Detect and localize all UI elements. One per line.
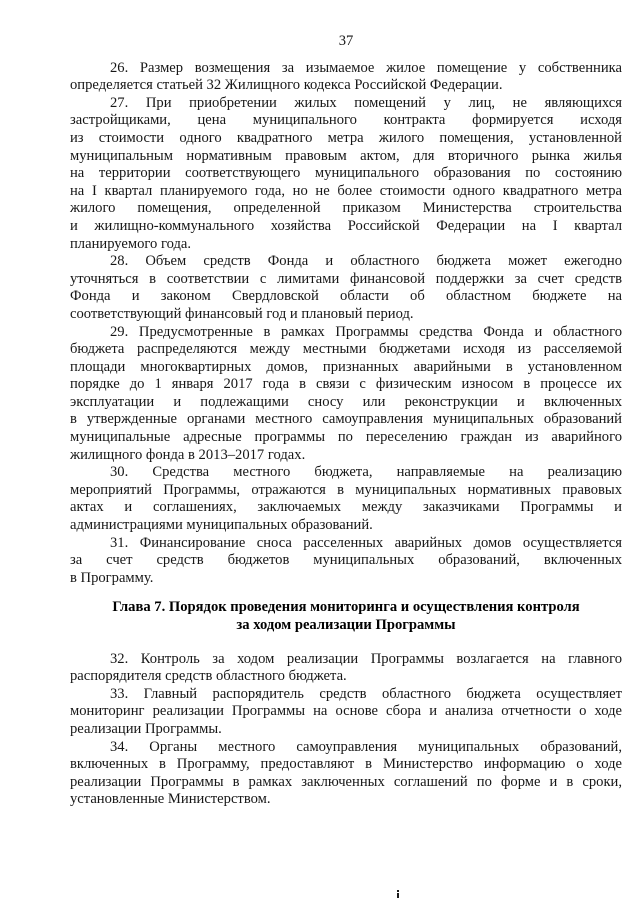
text-line: Глава 7. Порядок проведения мониторинга и осуществления контроля [112,599,580,616]
text-line: за счет средств бюджетов муниципальных образований, включенных [70,552,622,569]
text-line: определяется статьей 32 Жилищного кодекса Российской Федерации. [70,77,503,94]
text-line: жилого помещения, определенной приказом Министерства строительства [70,200,622,217]
text-line: площади многоквартирных домов, признанных аварийными в установленном [70,358,622,375]
text-column [70,0,622,809]
paragraph-33 [70,686,622,739]
text-line: установленные Министерством. [70,791,271,808]
text-line: 32. Контроль за ходом реализации Программы возлагается на главного [110,650,622,667]
text-line: 27. При приобретении жилых помещений у лиц, не являющихся [110,94,622,111]
text-line: 34. Органы местного самоуправления муниципальных образований, [110,738,622,755]
scan-artifact-mark [397,890,399,898]
text-line: распорядителя средств областного бюджета. [70,668,347,685]
text-line: мониторинг реализации Программы на основе сбора и анализа отчетности о ходе [70,703,622,720]
text-line: муниципальные адресные программы по переселению граждан из аварийного [70,429,622,446]
text-line: застройщиками, цена муниципального контракта формируется исходя [70,112,622,129]
text-line: порядке до 1 января 2017 года в связи с физическим износом в процессе их [70,376,622,393]
text-line: актах и соглашениях, заключаемых между заказчиками Программы и [70,499,622,516]
text-line: соответствующий финансовый год и плановый период. [70,305,414,322]
text-line: Фонда и законом Свердловской области об областном бюджете на [70,288,622,305]
paragraph-30 [70,464,622,534]
text-line: 31. Финансирование сноса расселенных аварийных домов осуществляется [110,534,622,551]
paragraph-31 [70,535,622,588]
text-line: уточняться в соответствии с лимитами финансовой поддержки за счет средств [70,270,622,287]
text-line: в утвержденные органами местного самоуправления муниципальных образований [70,411,622,428]
text-line: и жилищно-коммунального хозяйства Российской Федерации на I квартал [70,217,622,234]
text-line: реализации Программы в рамках заключенных соглашений по форме и в сроки, [70,773,622,790]
text-line: 28. Объем средств Фонда и областного бюджета может ежегодно [110,253,622,270]
text-line: 30. Средства местного бюджета, направляемые на реализацию [110,464,622,481]
text-line: 29. Предусмотренные в рамках Программы средства Фонда и областного [110,323,622,340]
text-line: из стоимости одного квадратного метра жилого помещения, установленной [70,129,622,146]
text-line: включенных в Программу, предоставляют в Министерство информацию о ходе [70,756,622,773]
paragraph-27 [70,95,622,253]
paragraph-29 [70,324,622,465]
text-line: реализации Программы. [70,720,222,737]
text-line: на I квартал планируемого года, но не более стоимости одного квадратного метра [70,182,622,199]
text-line: муниципальным нормативным правовым актом, для вторичного рынка жилья [70,147,622,164]
text-line: на территории соответствующего муниципального образования по состоянию [70,165,622,182]
text-line: в Программу. [70,569,154,586]
text-line: за ходом реализации Программы [236,617,456,633]
text-line: администрациями муниципальных образований. [70,517,373,534]
chapter-7-heading [70,599,622,634]
text-line: бюджета распределяются между местными бюджетами исходя из расселяемой [70,341,622,358]
text-line: эксплуатации и подлежащими сносу или реконструкции и включенных [70,393,622,410]
document-body [70,60,622,809]
text-line: мероприятий Программы, отражаются в муниципальных нормативных правовых [70,481,622,498]
paragraph-26 [70,60,622,95]
text-line: планируемого года. [70,235,192,252]
text-line: жилищного фонда в 2013–2017 годах. [70,446,306,463]
paragraph-32 [70,651,622,686]
page-number: 37 [338,33,354,49]
text-line: 26. Размер возмещения за изымаемое жилое помещение у собственника [110,59,622,76]
paragraph-34 [70,739,622,809]
paragraph-28 [70,253,622,323]
text-line: 33. Главный распорядитель средств областного бюджета осуществляет [110,685,622,702]
